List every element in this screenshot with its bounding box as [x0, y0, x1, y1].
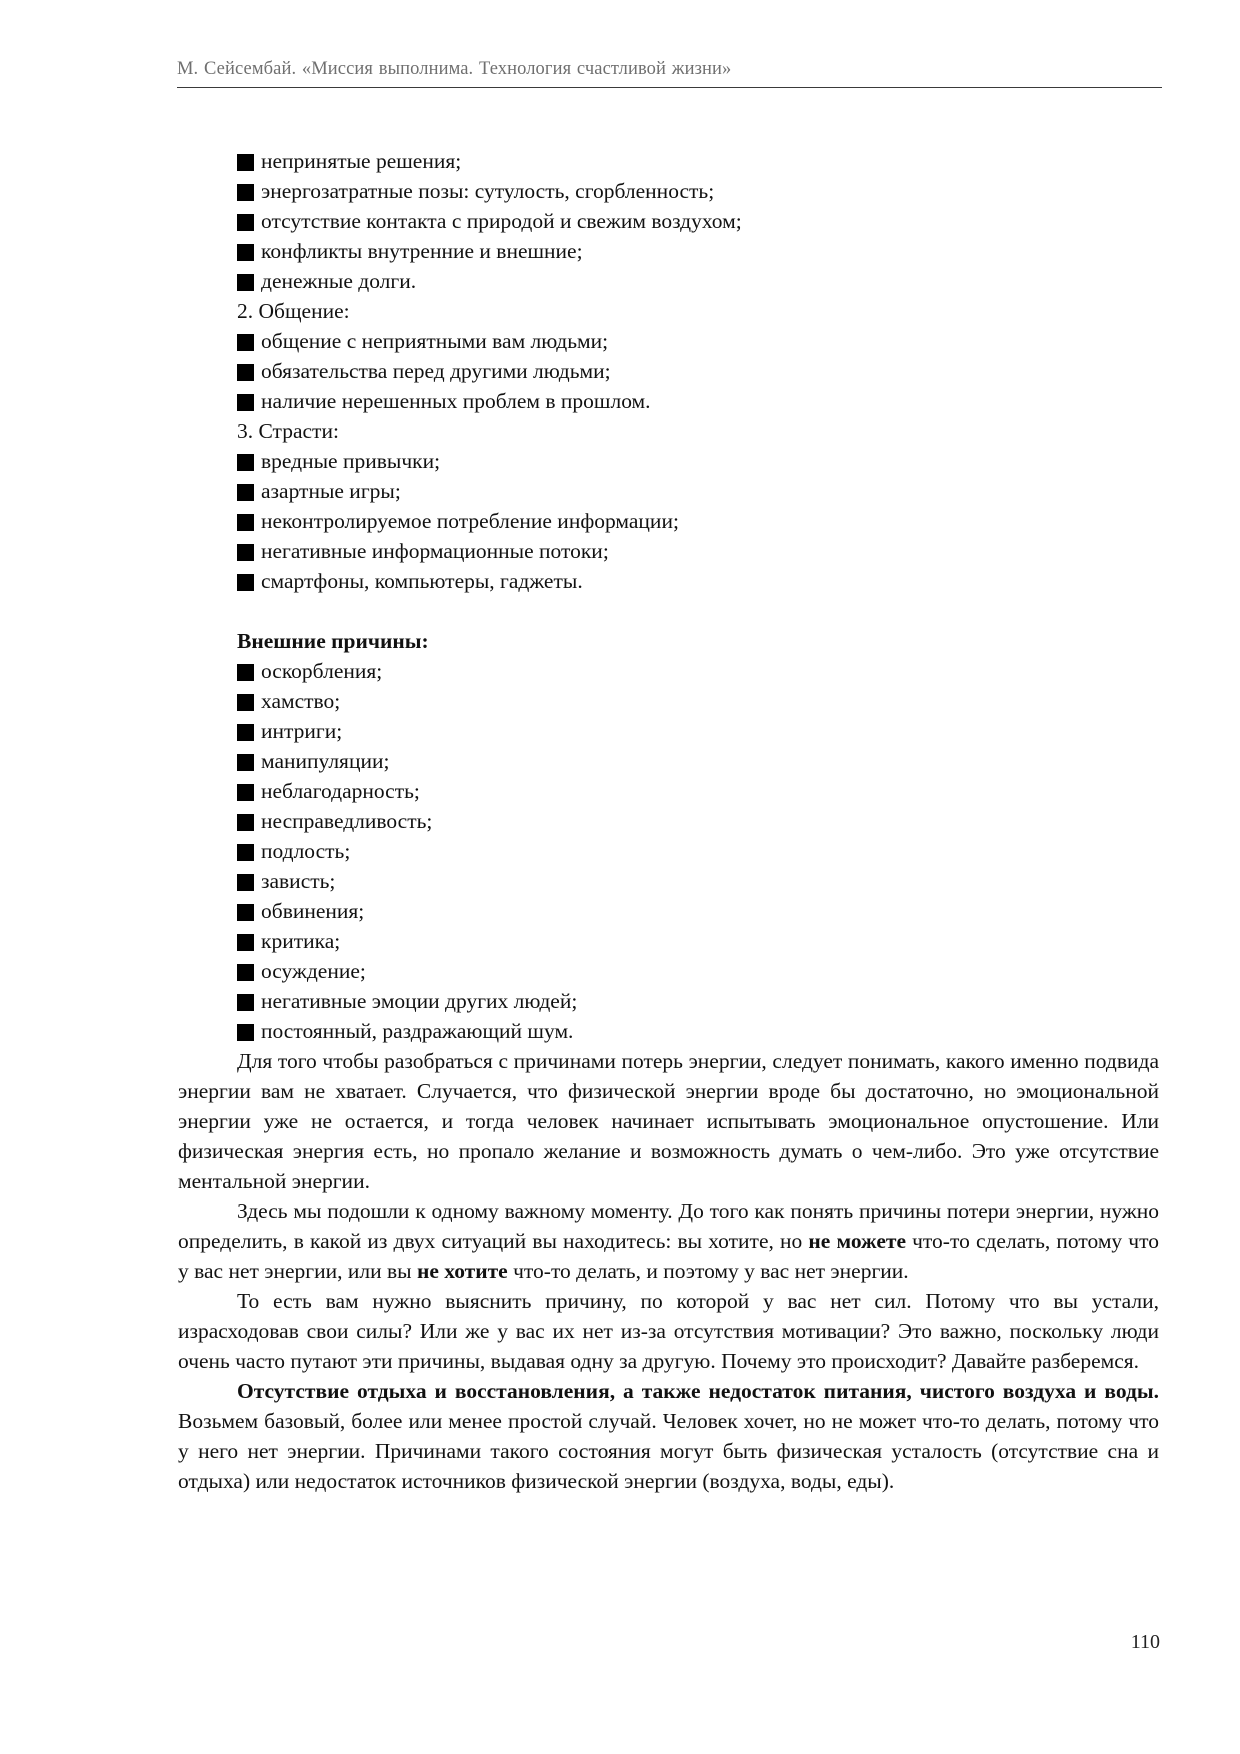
running-header [177, 56, 1162, 88]
square-bullet-icon [237, 754, 254, 771]
list-item: конфликты внутренние и внешние; [237, 236, 1159, 266]
page-content [178, 146, 1159, 1496]
square-bullet-icon [237, 334, 254, 351]
square-bullet-icon [237, 1024, 254, 1041]
list-item: неблагодарность; [237, 776, 1159, 806]
list-item: энергозатратные позы: сутулость, сгорбленность; [237, 176, 1159, 206]
square-bullet-icon [237, 514, 254, 531]
square-bullet-icon [237, 154, 254, 171]
list-item: обязательства перед другими людьми; [237, 356, 1159, 386]
list-item: наличие нерешенных проблем в прошлом. [237, 386, 1159, 416]
list-item: подлость; [237, 836, 1159, 866]
list-item: вредные привычки; [237, 446, 1159, 476]
paragraph-find-reason: То есть вам нужно выяснить причину, по которой у вас нет сил. Потому что вы устали, израсходовав свои силы? Или же у вас их нет из-за отсутствия мотивации? Это важно, поскольку люди очень часто путают эти причины, выдавая одну за другую. Почему это происходит? Давайте разберемся. [178, 1289, 1159, 1373]
square-bullet-icon [237, 964, 254, 981]
square-bullet-icon [237, 814, 254, 831]
square-bullet-icon [237, 544, 254, 561]
square-bullet-icon [237, 244, 254, 261]
list-item: осуждение; [237, 956, 1159, 986]
paragraph-lack-of-rest: Отсутствие отдыха и восстановления, а также недостаток питания, чистого воздуха и воды. Возьмем базовый, более или менее простой случай. Человек хочет, но не может что-то делать, потому что у него нет энергии. Причинами такого состояния могут быть физическая усталость (отсутствие сна и отдыха) или недостаток источников физической энергии (воздуха, воды, еды). [178, 1379, 1159, 1493]
section-label-communication: 2. Общение: [237, 299, 350, 323]
square-bullet-icon [237, 844, 254, 861]
square-bullet-icon [237, 934, 254, 951]
square-bullet-icon [237, 394, 254, 411]
square-bullet-icon [237, 724, 254, 741]
paragraph-lead-heading: Отсутствие отдыха и восстановления, а также недостаток питания, чистого воздуха и воды. [237, 1379, 1159, 1403]
list-item: обвинения; [237, 896, 1159, 926]
section-label-passions: 3. Страсти: [237, 419, 339, 443]
square-bullet-icon [237, 904, 254, 921]
internal-causes-list-continuation [237, 146, 1159, 1046]
list-item: оскорбления; [237, 656, 1159, 686]
list-item: денежные долги. [237, 266, 1159, 296]
square-bullet-icon [237, 214, 254, 231]
square-bullet-icon [237, 454, 254, 471]
list-item: непринятые решения; [237, 146, 1159, 176]
list-item: зависть; [237, 866, 1159, 896]
square-bullet-icon [237, 694, 254, 711]
square-bullet-icon [237, 784, 254, 801]
list-item: критика; [237, 926, 1159, 956]
square-bullet-icon [237, 664, 254, 681]
list-item: общение с неприятными вам людьми; [237, 326, 1159, 356]
list-item: отсутствие контакта с природой и свежим воздухом; [237, 206, 1159, 236]
square-bullet-icon [237, 484, 254, 501]
header-divider [177, 87, 1162, 88]
emphasis-do-not-want: не хотите [416, 1259, 508, 1283]
square-bullet-icon [237, 274, 254, 291]
list-item: негативные информационные потоки; [237, 536, 1159, 566]
list-item: несправедливость; [237, 806, 1159, 836]
list-item: негативные эмоции других людей; [237, 986, 1159, 1016]
square-bullet-icon [237, 184, 254, 201]
list-item: азартные игры; [237, 476, 1159, 506]
list-item: манипуляции; [237, 746, 1159, 776]
emphasis-cannot: не можете [808, 1229, 906, 1253]
square-bullet-icon [237, 874, 254, 891]
list-item: постоянный, раздражающий шум. [237, 1016, 1159, 1046]
square-bullet-icon [237, 994, 254, 1011]
square-bullet-icon [237, 364, 254, 381]
list-item: хамство; [237, 686, 1159, 716]
list-item: неконтролируемое потребление информации; [237, 506, 1159, 536]
square-bullet-icon [237, 574, 254, 591]
paragraph-two-situations: Здесь мы подошли к одному важному моменту. До того как понять причины потери энергии, нужно определить, в какой из двух ситуаций вы находитесь: вы хотите, но не можете что-то сделать, потому что у вас нет энергии, или вы не хотите что-то делать, и поэтому у вас нет энергии. [178, 1199, 1159, 1283]
external-causes-heading: Внешние причины: [237, 629, 429, 653]
page-number: 110 [1130, 1631, 1160, 1653]
list-item: смартфоны, компьютеры, гаджеты. [237, 566, 1159, 596]
running-title: М. Сейсембай. «Миссия выполнима. Технология счастливой жизни» [177, 59, 732, 79]
paragraph-energy-subtypes: Для того чтобы разобраться с причинами потерь энергии, следует понимать, какого именно подвида энергии вам не хватает. Случается, что физической энергии вроде бы достаточно, но эмоциональной энергии уже не остается, и тогда человек начинает испытывать эмоциональное опустошение. Или физическая энергия есть, но пропало желание и возможность думать о чем-либо. Это уже отсутствие ментальной энергии. [178, 1049, 1159, 1193]
list-item: интриги; [237, 716, 1159, 746]
